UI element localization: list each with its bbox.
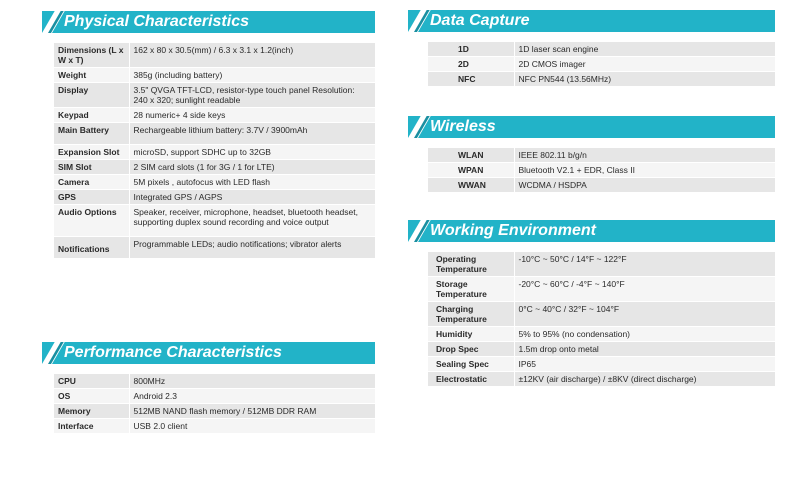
section-title: Data Capture bbox=[430, 12, 530, 29]
section-header bbox=[42, 342, 375, 364]
table-row bbox=[54, 419, 375, 434]
table-row bbox=[54, 43, 375, 68]
table-row bbox=[428, 148, 775, 163]
physical-characteristics-section bbox=[42, 11, 375, 259]
table-row bbox=[54, 160, 375, 175]
section-title: Physical Characteristics bbox=[64, 13, 249, 30]
spec-value: 2 SIM card slots (1 for 3G / 1 for LTE) bbox=[129, 160, 375, 175]
spec-value: 1D laser scan engine bbox=[514, 42, 775, 57]
spec-label: Drop Spec bbox=[428, 342, 514, 357]
spec-label: SIM Slot bbox=[54, 160, 129, 175]
table-row bbox=[54, 389, 375, 404]
spec-label: 2D bbox=[428, 57, 514, 72]
spec-value: ±12KV (air discharge) / ±8KV (direct discharge) bbox=[514, 372, 775, 387]
spec-value: WCDMA / HSDPA bbox=[514, 178, 775, 193]
spec-label: Weight bbox=[54, 68, 129, 83]
spec-label: Charging Temperature bbox=[428, 302, 514, 327]
data-capture-section bbox=[408, 10, 775, 87]
spec-label: Dimensions (L x W x T) bbox=[54, 43, 129, 68]
performance-characteristics-section bbox=[42, 342, 375, 434]
table-row bbox=[54, 374, 375, 389]
spec-label: Electrostatic bbox=[428, 372, 514, 387]
spec-value: Rechargeable lithium battery: 3.7V / 3900mAh bbox=[129, 123, 375, 145]
section-header bbox=[42, 11, 375, 33]
table-row bbox=[54, 145, 375, 160]
working-environment-section bbox=[408, 220, 775, 387]
spec-value: 2D CMOS imager bbox=[514, 57, 775, 72]
spec-value: 28 numeric+ 4 side keys bbox=[129, 108, 375, 123]
section-title: Wireless bbox=[430, 118, 496, 135]
spec-label: CPU bbox=[54, 374, 129, 389]
spec-label: WWAN bbox=[428, 178, 514, 193]
section-header bbox=[408, 116, 775, 138]
spec-value: microSD, support SDHC up to 32GB bbox=[129, 145, 375, 160]
table-row bbox=[428, 277, 775, 302]
table-row bbox=[54, 83, 375, 108]
section-title: Performance Characteristics bbox=[64, 344, 282, 361]
spec-table bbox=[54, 43, 375, 259]
table-row bbox=[54, 404, 375, 419]
table-row bbox=[54, 205, 375, 237]
spec-label: WLAN bbox=[428, 148, 514, 163]
spec-label: Memory bbox=[54, 404, 129, 419]
spec-value: -10°C ~ 50°C / 14°F ~ 122°F bbox=[514, 252, 775, 277]
wireless-section bbox=[408, 116, 775, 193]
table-row bbox=[428, 72, 775, 87]
spec-value: 1.5m drop onto metal bbox=[514, 342, 775, 357]
spec-label: Display bbox=[54, 83, 129, 108]
spec-label: Notifications bbox=[54, 237, 129, 259]
spec-value: Programmable LEDs; audio notifications; vibrator alerts bbox=[129, 237, 375, 259]
spec-value: Speaker, receiver, microphone, headset, bluetooth headset, supporting duplex sound recording and voice output bbox=[129, 205, 375, 237]
spec-label: 1D bbox=[428, 42, 514, 57]
spec-table bbox=[428, 148, 775, 193]
table-row bbox=[428, 342, 775, 357]
table-row bbox=[54, 68, 375, 83]
table-row bbox=[54, 123, 375, 145]
spec-label: Audio Options bbox=[54, 205, 129, 237]
spec-value: 162 x 80 x 30.5(mm) / 6.3 x 3.1 x 1.2(inch) bbox=[129, 43, 375, 68]
spec-label: Camera bbox=[54, 175, 129, 190]
table-row bbox=[428, 163, 775, 178]
spec-value: Integrated GPS / AGPS bbox=[129, 190, 375, 205]
spec-label: GPS bbox=[54, 190, 129, 205]
spec-value: 385g (including battery) bbox=[129, 68, 375, 83]
spec-value: Bluetooth V2.1 + EDR, Class II bbox=[514, 163, 775, 178]
spec-value: 512MB NAND flash memory / 512MB DDR RAM bbox=[129, 404, 375, 419]
table-row bbox=[428, 42, 775, 57]
spec-label: NFC bbox=[428, 72, 514, 87]
spec-table bbox=[428, 252, 775, 387]
spec-value: IEEE 802.11 b/g/n bbox=[514, 148, 775, 163]
table-row bbox=[428, 302, 775, 327]
table-row bbox=[54, 190, 375, 205]
spec-value: 800MHz bbox=[129, 374, 375, 389]
spec-table bbox=[54, 374, 375, 434]
table-row bbox=[428, 327, 775, 342]
spec-table bbox=[428, 42, 775, 87]
spec-label: Sealing Spec bbox=[428, 357, 514, 372]
section-header bbox=[408, 10, 775, 32]
table-row bbox=[54, 175, 375, 190]
spec-label: Expansion Slot bbox=[54, 145, 129, 160]
spec-value: 0°C ~ 40°C / 32°F ~ 104°F bbox=[514, 302, 775, 327]
table-row bbox=[428, 372, 775, 387]
spec-label: Keypad bbox=[54, 108, 129, 123]
table-row bbox=[428, 357, 775, 372]
spec-value: 5% to 95% (no condensation) bbox=[514, 327, 775, 342]
table-row bbox=[54, 108, 375, 123]
table-row bbox=[428, 178, 775, 193]
spec-label: Operating Temperature bbox=[428, 252, 514, 277]
spec-value: IP65 bbox=[514, 357, 775, 372]
spec-label: OS bbox=[54, 389, 129, 404]
table-row bbox=[428, 57, 775, 72]
spec-value: NFC PN544 (13.56MHz) bbox=[514, 72, 775, 87]
table-row bbox=[428, 252, 775, 277]
spec-label: Storage Temperature bbox=[428, 277, 514, 302]
spec-value: 5M pixels , autofocus with LED flash bbox=[129, 175, 375, 190]
spec-label: Interface bbox=[54, 419, 129, 434]
spec-value: -20°C ~ 60°C / -4°F ~ 140°F bbox=[514, 277, 775, 302]
section-header bbox=[408, 220, 775, 242]
section-title: Working Environment bbox=[430, 222, 596, 239]
spec-value: 3.5" QVGA TFT-LCD, resistor-type touch panel Resolution: 240 x 320; sunlight readable bbox=[129, 83, 375, 108]
table-row bbox=[54, 237, 375, 259]
spec-value: USB 2.0 client bbox=[129, 419, 375, 434]
spec-label: Main Battery bbox=[54, 123, 129, 145]
spec-value: Android 2.3 bbox=[129, 389, 375, 404]
spec-label: Humidity bbox=[428, 327, 514, 342]
spec-label: WPAN bbox=[428, 163, 514, 178]
